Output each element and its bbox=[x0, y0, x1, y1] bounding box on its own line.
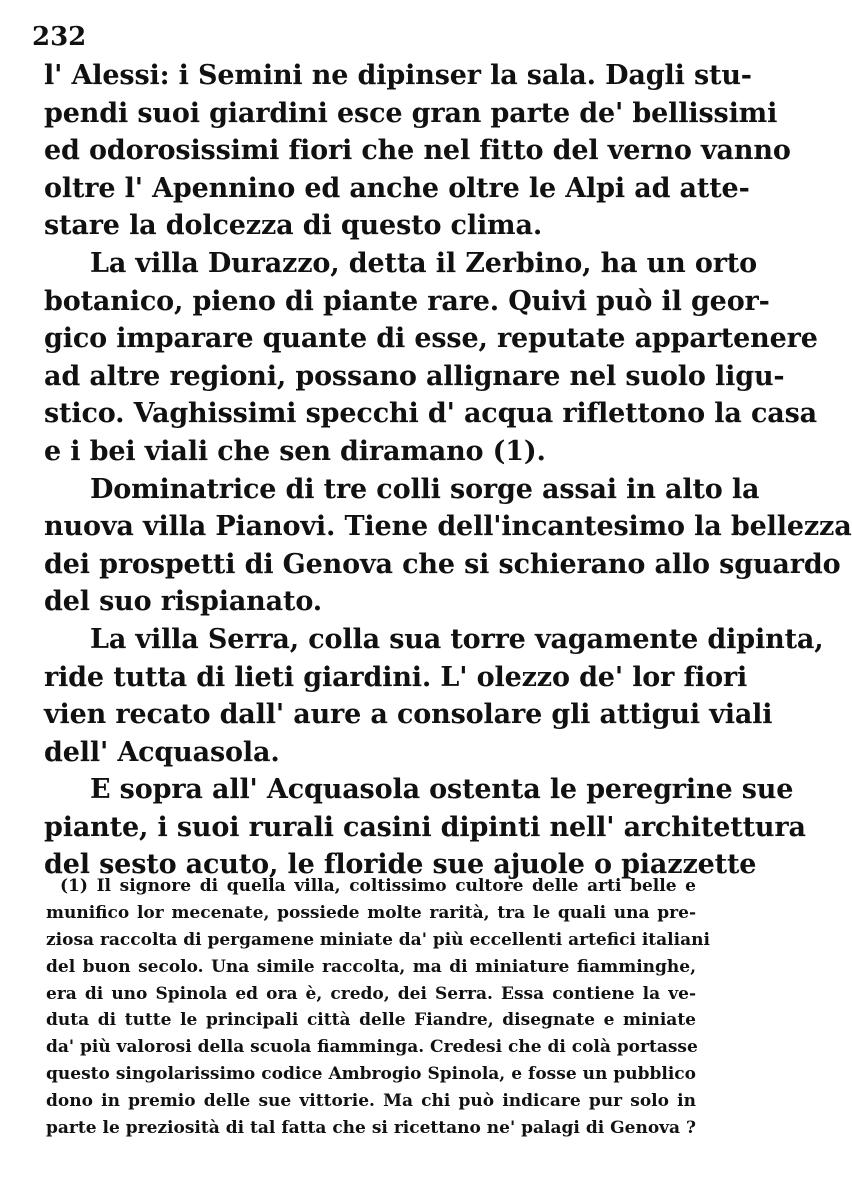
footnote-line: era di uno Spinola ed ora è, credo, dei Serra. Essa contiene la ve- bbox=[46, 983, 696, 1004]
text-line: gico imparare quante di esse, reputate appartenere bbox=[44, 323, 818, 355]
text-line: e i bei viali che sen diramano (1). bbox=[44, 435, 546, 467]
text-line: La villa Durazzo, detta il Zerbino, ha un orto bbox=[90, 247, 757, 279]
text-line: vien recato dall' aure a consolare gli attigui viali bbox=[44, 699, 773, 731]
body-text bbox=[44, 57, 852, 884]
text-line: l' Alessi: i Semini ne dipinser la sala. Dagli stu- bbox=[44, 60, 752, 91]
text-line: piante, i suoi rurali casini dipinti nell' architettura bbox=[44, 811, 806, 843]
footnote-line: del buon secolo. Una simile raccolta, ma di miniature fiamminghe, bbox=[46, 956, 696, 977]
text-line: pendi suoi giardini esce gran parte de' bellissimi bbox=[44, 97, 778, 129]
text-line: oltre l' Apennino ed anche oltre le Alpi ad atte- bbox=[44, 172, 750, 204]
footnote-line: da' più valorosi della scuola fiamminga. Credesi che di colà portasse bbox=[46, 1037, 698, 1058]
footnote-line: questo singolarissimo codice Ambrogio Spinola, e fosse un pubblico bbox=[46, 1064, 696, 1085]
text-line: nuova villa Pianovi. Tiene dell'incantesimo la bellezza bbox=[44, 511, 852, 543]
footnote-line: ziosa raccolta di pergamene miniate da' più eccellenti artefici italiani bbox=[46, 929, 710, 950]
text-line: dei prospetti di Genova che si schierano allo sguardo bbox=[44, 548, 841, 580]
text-line: La villa Serra, colla sua torre vagamente dipinta, bbox=[90, 623, 824, 655]
text-line: del suo rispianato. bbox=[44, 586, 322, 618]
footnote bbox=[46, 873, 710, 1142]
footnote-line: duta di tutte le principali città delle Fiandre, disegnate e miniate bbox=[46, 1010, 696, 1031]
text-line: del sesto acuto, le floride sue ajuole o piazzette bbox=[44, 849, 757, 881]
footnote-line: (1) Il signore di quella villa, coltissimo cultore delle arti belle e bbox=[60, 876, 696, 896]
footnote-line: dono in premio delle sue vittorie. Ma chi può indicare pur solo in bbox=[46, 1091, 696, 1112]
text-line: dell' Acquasola. bbox=[44, 736, 280, 768]
page-number: 232 bbox=[32, 22, 87, 52]
text-line: E sopra all' Acquasola ostenta le peregrine sue bbox=[90, 774, 794, 806]
footnote-line: parte le preziosità di tal fatta che si ricettano ne' palagi di Genova ? bbox=[46, 1118, 696, 1139]
text-line: Dominatrice di tre colli sorge assai in alto la bbox=[90, 473, 760, 505]
text-line: stico. Vaghissimi specchi d' acqua riflettono la casa bbox=[44, 398, 817, 430]
text-line: ed odorosissimi fiori che nel fitto del verno vanno bbox=[44, 135, 791, 167]
text-line: ride tutta di lieti giardini. L' olezzo de' lor fiori bbox=[44, 661, 748, 693]
text-line: ad altre regioni, possano allignare nel suolo ligu- bbox=[44, 360, 785, 392]
text-line: botanico, pieno di piante rare. Quivi può il geor- bbox=[44, 285, 770, 317]
footnote-line: munifico lor mecenate, possiede molte rarità, tra le quali una pre- bbox=[46, 902, 696, 923]
text-line: stare la dolcezza di questo clima. bbox=[44, 210, 543, 242]
